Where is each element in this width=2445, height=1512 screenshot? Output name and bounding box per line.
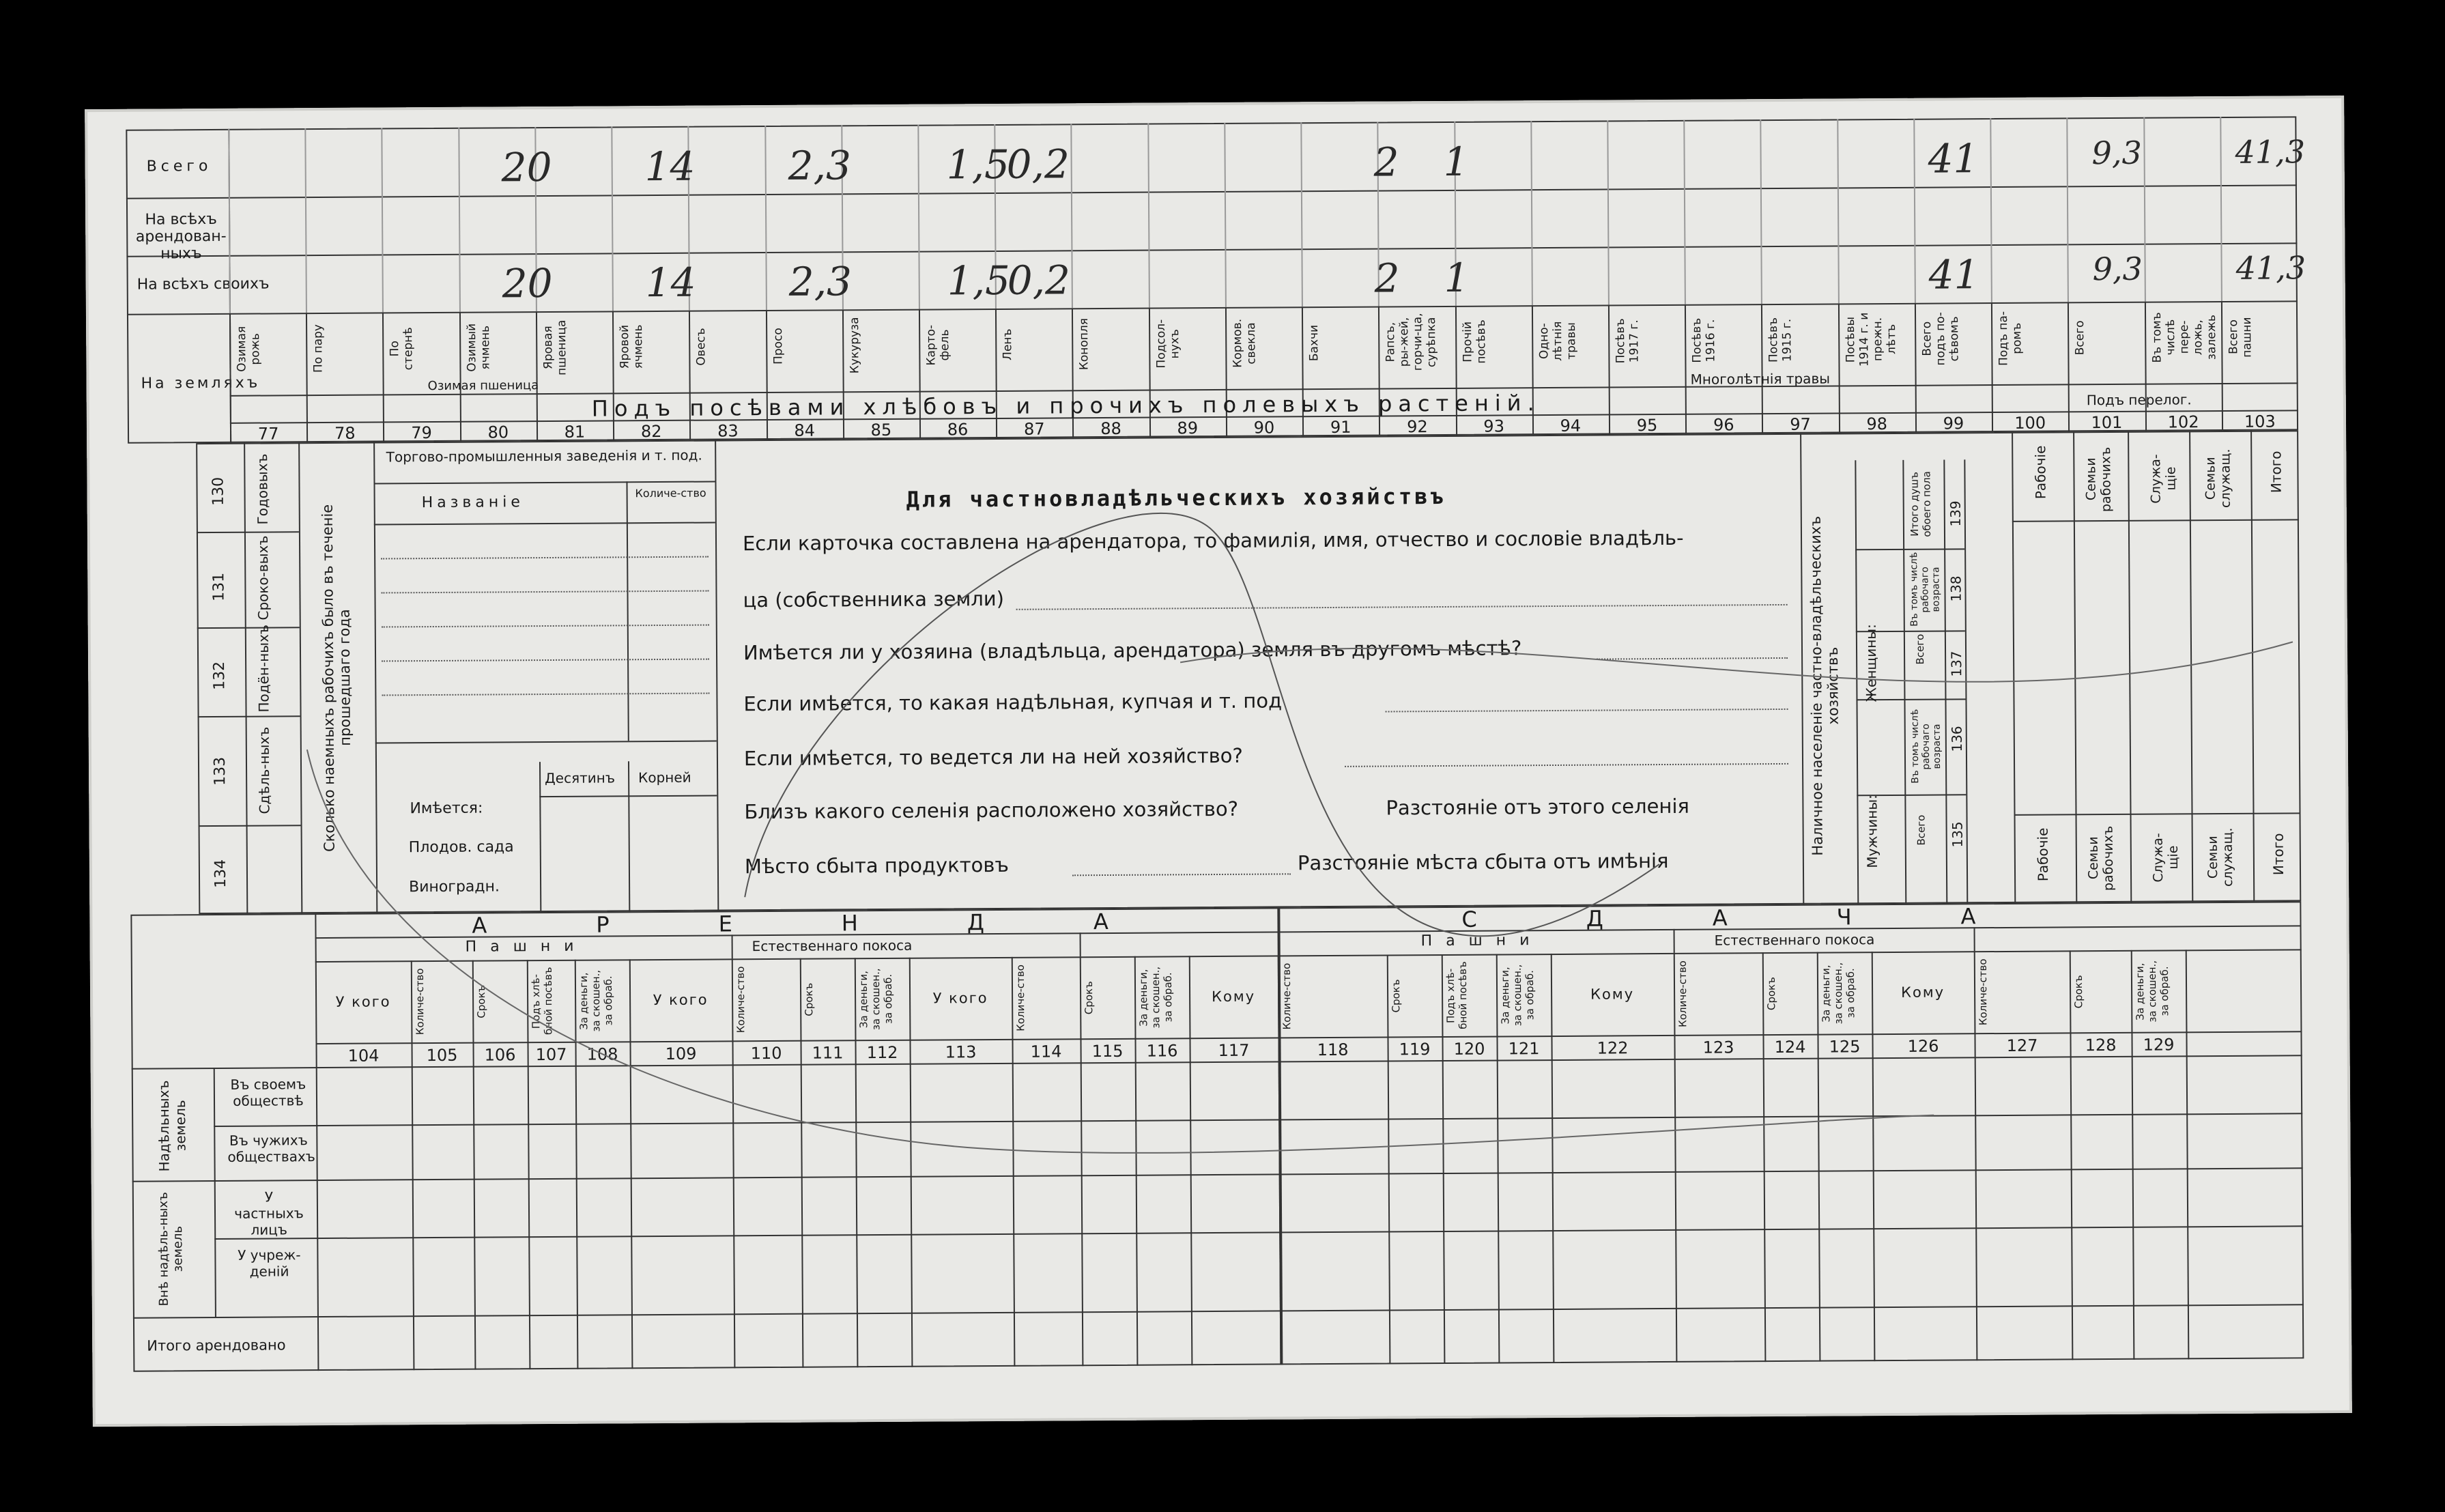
lease-col-header: Кому xyxy=(1901,984,1945,1001)
arenda-pashni: Пашни xyxy=(465,937,588,956)
top-col-header: Въ томъ числѣ пере-ложь, залежь xyxy=(2149,312,2218,363)
row-label-rented: На всѣхъ арендован-ныхъ xyxy=(135,210,227,263)
lease-col-number: 118 xyxy=(1317,1040,1349,1060)
trade-name-header: Названіе xyxy=(421,494,524,512)
has-label: Имѣется: xyxy=(410,799,483,818)
row-private-persons: У частныхъ лицъ xyxy=(234,1188,304,1238)
question-4: Если имѣется, то ведется ли на ней хозяйство? xyxy=(743,743,1243,771)
top-col-header: Ленъ xyxy=(1001,328,1015,361)
right-col-employees: Служа-щіе xyxy=(2148,454,2179,504)
hw-total-1: 20 xyxy=(501,143,552,191)
top-col-number: 99 xyxy=(1943,414,1964,433)
top-col-number: 77 xyxy=(257,424,279,444)
lease-col-header: Кому xyxy=(1212,988,1256,1005)
lease-col-number: 126 xyxy=(1907,1036,1939,1056)
lease-col-number: 107 xyxy=(535,1044,567,1065)
top-col-header: Всего xyxy=(2073,320,2087,356)
hw-total-3: 2,3 xyxy=(788,142,852,189)
sdacha-pashni: Пашни xyxy=(1420,932,1543,950)
lease-col-header: Срокъ xyxy=(1389,979,1403,1013)
pop-num-139: 139 xyxy=(1947,500,1964,527)
women-total: Всего xyxy=(1913,633,1927,665)
lease-col-header: Количе-ство xyxy=(413,968,427,1036)
hw-total-5: 0,2 xyxy=(1006,141,1070,188)
top-col-number: 82 xyxy=(640,421,662,442)
women-label: Женщины: xyxy=(1862,624,1880,702)
question-2: Имѣется ли у хозяина (владѣльца, арендатора) земля въ другомъ мѣстѣ? xyxy=(743,636,1522,665)
top-col-header: Яровая пшеница xyxy=(541,319,569,375)
top-col-number: 98 xyxy=(1866,414,1888,434)
lease-col-number: 128 xyxy=(2085,1035,2117,1055)
top-col-number: 102 xyxy=(2167,412,2199,432)
men-label: Мужчины: xyxy=(1863,795,1881,868)
subhead-perennial: Многолѣтнія травы xyxy=(1690,370,1831,388)
row-total-leased: Итого арендовано xyxy=(147,1337,286,1354)
num-130: 130 xyxy=(210,476,227,507)
men-working: Въ томъ числѣ рабочаго возраста xyxy=(1909,709,1943,784)
hw-total-8: 41 xyxy=(1928,135,1979,182)
num-133: 133 xyxy=(211,756,229,786)
top-col-header: Яровой ячмень xyxy=(618,324,646,369)
right-col-total-b: Итого xyxy=(2270,833,2287,876)
top-col-header: Прочій посѣвъ xyxy=(1460,319,1488,364)
top-col-number: 93 xyxy=(1483,416,1505,436)
lease-col-header: Количе-ство xyxy=(1676,960,1689,1028)
top-col-number: 84 xyxy=(794,420,816,440)
lease-col-header: У кого xyxy=(932,990,988,1007)
lease-col-number: 114 xyxy=(1030,1042,1062,1061)
right-col-worker-families-b: Семьи рабочихъ xyxy=(2085,825,2117,891)
right-col-workers: Рабочіе xyxy=(2032,445,2049,500)
pop-num-138: 138 xyxy=(1947,575,1964,602)
top-col-header: Просо xyxy=(771,328,785,365)
lease-col-number: 123 xyxy=(1702,1038,1734,1057)
hw-own-1: 20 xyxy=(502,259,553,307)
sdacha-pokos: Естественнаго покоса xyxy=(1714,931,1875,949)
hw-own-2: 14 xyxy=(645,259,696,306)
row-own-society: Въ своемъ обществѣ xyxy=(230,1076,306,1109)
top-col-header: Кормов. свекла xyxy=(1230,318,1259,368)
top-col-number: 95 xyxy=(1636,416,1658,436)
right-col-employee-families-b: Семьи служащ. xyxy=(2205,827,2236,887)
lease-col-header: Количе-ство xyxy=(1280,963,1293,1030)
lease-col-header: Срокъ xyxy=(2072,975,2085,1009)
hw-total-2: 14 xyxy=(644,143,696,190)
top-col-header: Карто-фель xyxy=(924,324,952,366)
lease-col-header: Количе-ство xyxy=(1014,965,1027,1032)
top-col-header: По пару xyxy=(311,324,326,373)
top-col-header: Бахчи xyxy=(1307,324,1321,361)
hired-workers-label: Сколько наемныхъ рабочихъ было въ теченіе прошедшаго года xyxy=(319,504,354,852)
lease-col-header: Кому xyxy=(1590,986,1635,1003)
right-col-employees-b: Служа-щіе xyxy=(2150,833,2181,883)
lease-col-number: 124 xyxy=(1774,1037,1806,1057)
group-allotment-lands: Надѣльныхъ земель xyxy=(155,1080,189,1172)
row-label-total: Всего xyxy=(146,157,212,175)
lease-col-number: 106 xyxy=(484,1045,516,1065)
lease-col-header: За деньги, за скошен., за обраб. xyxy=(1136,966,1175,1029)
hw-own-9: 9,3 xyxy=(2092,250,2143,288)
lease-col-header: За деньги, за скошен., за обраб. xyxy=(1498,964,1536,1027)
lease-col-number: 113 xyxy=(945,1042,977,1062)
population-label: Наличное населеніе частно-владѣльческихъ хозяйствъ xyxy=(1807,515,1842,856)
top-col-header: Подсол-нухъ xyxy=(1154,319,1182,369)
hw-own-8: 41 xyxy=(1928,251,1979,298)
top-col-header: Посѣвъ 1916 г. xyxy=(1690,317,1718,363)
top-col-header: Озимый ячмень xyxy=(464,324,493,373)
top-col-header: Подъ па-ромъ xyxy=(1997,311,2025,367)
lease-col-number: 115 xyxy=(1091,1041,1124,1061)
lease-col-header: За деньги, за скошен., за обраб. xyxy=(857,968,895,1030)
hw-total-9: 9,3 xyxy=(2091,134,2142,172)
lease-col-header: Количе-ство xyxy=(1976,958,1990,1026)
lease-col-header: За деньги, за скошен., за обраб. xyxy=(577,969,615,1032)
lease-col-header: За деньги, за скошен., за обраб. xyxy=(1819,962,1857,1025)
top-col-number: 88 xyxy=(1100,418,1121,439)
top-col-header: Овесъ xyxy=(694,327,709,366)
group-non-allotment: Внѣ надѣль-ныхъ земель xyxy=(156,1191,186,1307)
trade-qty-header: Количе-ство xyxy=(635,486,706,500)
arenda-pokos: Естественнаго покоса xyxy=(752,937,913,955)
num-134: 134 xyxy=(212,859,230,889)
top-col-header: По стернѣ xyxy=(388,326,416,370)
top-col-header: Одно-лѣтнія травы xyxy=(1536,321,1579,362)
hw-own-4: 1,5 xyxy=(947,257,1011,304)
top-col-number: 97 xyxy=(1790,414,1811,434)
lease-col-number: 125 xyxy=(1829,1037,1861,1057)
pop-num-135: 135 xyxy=(1949,821,1966,848)
top-col-number: 87 xyxy=(1023,419,1045,439)
top-col-number: 103 xyxy=(2244,412,2276,431)
row-label-lands: На земляхъ xyxy=(141,374,261,393)
top-col-header: Рапсъ, ры-жей, горчи-ца, сурѣпка xyxy=(1384,313,1439,371)
top-col-header: Посѣвъ 1915 г. xyxy=(1767,317,1795,363)
top-col-number: 86 xyxy=(947,420,969,440)
top-col-header: Озимая рожь xyxy=(235,326,263,373)
lease-col-number: 105 xyxy=(426,1045,458,1066)
lease-col-number: 119 xyxy=(1399,1040,1431,1059)
lease-col-header: Количе-ство xyxy=(734,966,747,1033)
lease-col-header: У кого xyxy=(653,991,709,1009)
top-col-number: 79 xyxy=(411,423,432,443)
hw-total-6: 2 xyxy=(1373,139,1399,186)
question-1b: ца (собственника земли) xyxy=(743,586,1005,612)
question-1: Если карточка составлена на арендатора, то фамилія, имя, отчество и сословіе владѣль- xyxy=(742,526,1684,556)
lease-col-header: Срокъ xyxy=(802,982,816,1016)
men-total: Всего xyxy=(1915,814,1928,846)
question-5: Близъ какого селенія расположено хозяйство? xyxy=(744,797,1239,824)
worker-type-annual: Годовыхъ xyxy=(254,453,271,525)
hw-own-7: 1 xyxy=(1444,254,1470,301)
orchard-label: Плодов. сада xyxy=(408,838,514,857)
top-col-number: 83 xyxy=(717,421,739,441)
lease-col-header: Срокъ xyxy=(474,984,488,1018)
right-col-workers-b: Рабочіе xyxy=(2034,827,2052,882)
top-col-header: Конопля xyxy=(1077,318,1091,371)
subhead-fallow: Подъ перелог. xyxy=(2086,391,2192,409)
lease-col-number: 104 xyxy=(347,1046,380,1066)
row-other-societies: Въ чужихъ обществахъ xyxy=(227,1132,315,1165)
lease-col-number: 116 xyxy=(1146,1041,1178,1061)
top-col-number: 92 xyxy=(1407,417,1428,437)
top-col-number: 100 xyxy=(2014,413,2046,433)
lease-col-number: 111 xyxy=(812,1043,844,1063)
pop-num-136: 136 xyxy=(1948,726,1965,752)
lease-col-number: 117 xyxy=(1218,1040,1250,1061)
worker-type-daily: Подён-ныхъ xyxy=(255,624,272,713)
question-6: Мѣсто сбыта продуктовъ xyxy=(744,853,1009,879)
row-institutions: У учреж-деній xyxy=(238,1246,301,1280)
sdacha-header: СДАЧА xyxy=(1461,902,2085,932)
subhead-wheat: Озимая пшеница xyxy=(427,378,539,394)
total-both-sexes: Итого душъ обоего пола xyxy=(1908,471,1934,537)
right-col-employee-families: Семьи служащ. xyxy=(2203,448,2233,509)
lease-col-number: 120 xyxy=(1453,1039,1485,1059)
lease-col-number: 127 xyxy=(2006,1036,2038,1055)
hw-own-6: 2 xyxy=(1374,255,1400,302)
top-col-number: 81 xyxy=(564,422,586,442)
desyatin-header: Десятинъ xyxy=(545,769,616,787)
top-col-number: 90 xyxy=(1253,418,1275,438)
worker-type-term: Сроко-выхъ xyxy=(254,535,272,621)
lease-col-number: 109 xyxy=(665,1044,697,1064)
top-col-number: 91 xyxy=(1330,417,1352,437)
lease-col-number: 121 xyxy=(1508,1039,1540,1059)
hw-total-10: 41,3 xyxy=(2235,133,2306,171)
hw-total-7: 1 xyxy=(1443,138,1469,185)
lease-col-number: 110 xyxy=(750,1043,782,1064)
top-col-number: 78 xyxy=(334,423,356,443)
right-col-worker-families: Семьи рабочихъ xyxy=(2083,446,2114,512)
pencil-marks xyxy=(85,96,2352,1427)
top-col-header: Посѣвъ 1917 г. xyxy=(1614,318,1642,364)
trade-title: Торгово-промышленныя заведенія и т. под. xyxy=(386,446,702,466)
women-working: Въ томъ числѣ рабочаго возраста xyxy=(1908,552,1942,627)
lease-col-number: 108 xyxy=(586,1044,618,1064)
hw-total-4: 1,5 xyxy=(946,141,1010,188)
top-col-header: Посѣвы 1914 г. и прежн. лѣтъ xyxy=(1843,312,1899,367)
hw-own-10: 41,3 xyxy=(2235,249,2306,287)
census-card xyxy=(85,96,2352,1427)
top-col-header: Кукуруза xyxy=(847,317,862,374)
num-131: 131 xyxy=(210,572,228,602)
question-3: Если имѣется, то какая надѣльная, купчая и т. под xyxy=(743,689,1283,716)
question-6b: Разстояніе мѣста сбыта отъ имѣнія xyxy=(1297,848,1669,875)
top-col-header: Всего подъ по-сѣвомъ xyxy=(1919,312,1962,366)
arenda-header: АРЕНДА xyxy=(472,908,1218,939)
num-132: 132 xyxy=(211,661,229,691)
worker-type-piece: Сдѣль-ныхъ xyxy=(255,726,273,814)
top-col-number: 89 xyxy=(1177,418,1199,438)
lease-col-number: 112 xyxy=(866,1042,898,1063)
hw-own-3: 2,3 xyxy=(788,258,853,305)
lease-col-number: 122 xyxy=(1597,1038,1629,1058)
form-title: Для частновладѣльческихъ хозяйствъ xyxy=(906,483,1446,513)
top-col-header: Всего пашни xyxy=(2226,317,2255,358)
lease-col-header: У кого xyxy=(335,993,391,1010)
korney-header: Корней xyxy=(638,769,691,786)
pop-num-137: 137 xyxy=(1948,651,1965,677)
top-col-number: 96 xyxy=(1713,415,1734,435)
vineyard-label: Виноградн. xyxy=(409,878,500,896)
lease-col-header: Подъ хлѣ-бной посѣвъ xyxy=(1444,961,1470,1030)
lease-col-header: Подъ хлѣ-бной посѣвъ xyxy=(529,967,555,1036)
lease-col-header: Срокъ xyxy=(1764,977,1778,1011)
top-col-number: 101 xyxy=(2091,412,2123,433)
lease-col-header: За деньги, за скошен., за обраб. xyxy=(2133,960,2171,1023)
hw-own-5: 0,2 xyxy=(1007,257,1071,304)
top-col-number: 94 xyxy=(1560,416,1582,436)
row-label-own: На всѣхъ своихъ xyxy=(137,275,270,294)
right-col-total: Итого xyxy=(2268,451,2285,494)
top-col-number: 85 xyxy=(870,420,892,440)
top-col-number: 80 xyxy=(487,423,509,442)
lease-col-header: Срокъ xyxy=(1082,981,1096,1015)
question-5b: Разстояніе отъ этого селенія xyxy=(1386,794,1690,820)
lease-col-number: 129 xyxy=(2143,1035,2175,1055)
band-label: Подъ посѣвами хлѣбовъ и прочихъ полевыхъ растеній. xyxy=(591,390,1541,422)
